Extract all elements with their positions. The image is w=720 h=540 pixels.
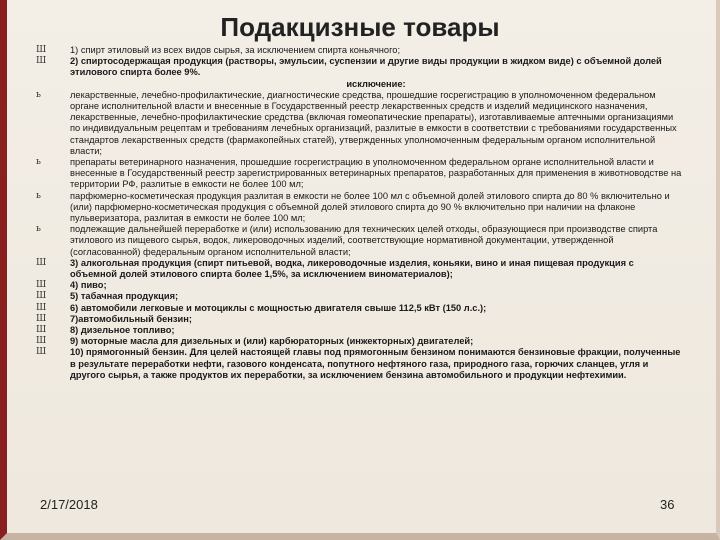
list-item: [36, 45, 682, 56]
bullet-marker: Ш: [36, 45, 47, 55]
list-item-text: препараты ветеринарного назначения, прошедшие госрегистрацию в уполномоченном федеральном органе исполнительной власти и внесенные в Государственный реестр зарегистрированных ветеринарных препаратов, разработанных для применения в животноводстве на территории РФ, разлитые в емкости не более 100 мл;: [70, 157, 682, 190]
list-item: [36, 314, 682, 325]
list-item-text: 7)автомобильный бензин;: [70, 313, 192, 324]
list-item: [36, 347, 682, 381]
list-item-text: 10) прямогонный бензин. Для целей настоящей главы под прямогонным бензином понимаются бензиновые фракции, полученные в результате переработки нефти, газового конденсата, попутного нефтяного газа, природного газа, горючих сланцев, угля и другого сырья, а также продуктов их переработки, за исключением бензина автомобильного и продукции нефтехимии.: [70, 347, 681, 380]
slide-title: Подакцизные товары: [220, 12, 500, 42]
list-item: [36, 157, 682, 191]
list-item-text: 6) автомобили легковые и мотоциклы с мощностью двигателя свыше 112,5 кВт (150 л.с.);: [70, 302, 487, 313]
bullet-marker: Ш: [36, 280, 47, 291]
bullet-marker: Ш: [36, 313, 47, 324]
bullet-marker: ь: [36, 89, 41, 100]
bullet-marker: ь: [36, 157, 41, 168]
list-item-text: 8) дизельное топливо;: [70, 325, 175, 336]
bullet-marker: Ш: [36, 347, 47, 358]
bullet-marker: ь: [36, 190, 41, 201]
bullet-marker: Ш: [36, 257, 47, 268]
list-item-text: парфюмерно-косметическая продукция разлитая в емкости не более 100 мл с объемной долей этилового спирта до 80 % включительно и (или) парфюмерно-косметическая продукция с объемной долей этилового спирта до 90 % включительно при наличии на флаконе пульверизатора, разлитая в емкости не более 100 мл;: [70, 190, 670, 224]
list-item-text: подлежащие дальнейшей переработке и (или) использованию для технических целей отходы, образующиеся при производстве спирта этилового из пищевого сырья, водок, ликероводочных изделий, соответствующие нормативной документации, утвержденной (согласованной) федеральным органом исполнительной власти;: [70, 224, 658, 257]
list-item: [36, 191, 682, 225]
list-item-text: 3) алкогольная продукция (спирт питьевой, водка, ликероводочные изделия, коньяки, вино и иная пищевая продукция с объемной долей этилового спирта более 1,5%, за исключением виноматериалов);: [70, 257, 634, 280]
bullet-marker: ь: [36, 224, 41, 235]
list-item: [36, 325, 682, 336]
list-item-text: 1) спирт этиловый из всех видов сырья, за исключением спирта коньячного;: [70, 45, 401, 55]
list-item: [36, 280, 682, 291]
exception-heading: исключение:: [346, 78, 406, 89]
list-item: [36, 291, 682, 302]
list-item-text: 4) пиво;: [70, 280, 107, 291]
bullet-marker: Ш: [36, 325, 47, 336]
bullet-marker: Ш: [36, 336, 47, 347]
list-item: [36, 56, 682, 78]
excise-goods-list: [36, 45, 682, 381]
list-item: [36, 336, 682, 347]
list-item: [36, 303, 682, 314]
bullet-marker: Ш: [36, 291, 47, 302]
list-item-text: 5) табачная продукция;: [70, 291, 179, 302]
bullet-marker: Ш: [36, 56, 47, 67]
list-item-text: 9) моторные масла для дизельных и (или) карбюраторных (инжекторных) двигателей;: [70, 336, 474, 347]
slide-date: 2/17/2018: [40, 497, 98, 512]
list-item: [36, 90, 682, 157]
list-item: [36, 224, 682, 258]
list-item-text: 2) спиртосодержащая продукция (растворы, эмульсии, суспензии и другие виды продукции в жидком виде) с объемной долей этилового спирта более 9%.: [70, 56, 662, 78]
list-item: [36, 258, 682, 280]
slide-page-number: 36: [660, 497, 675, 512]
bullet-marker: Ш: [36, 302, 47, 313]
list-item-text: лекарственные, лечебно-профилактические, диагностические средства, прошедшие госрегистрацию в уполномоченном федеральном органе исполнительной власти и внесенные в Государственный реестр лекарственных средств и изделий медицинского назначения, лекарственные, лечебно-профилактические средства (включая гомеопатические препараты), изготавливаемые аптечными организациями по индивидуальным рецептам и требованиям лечебных организаций, разлитые в емкости в соответствии с требованиями государственных стандартов лекарственных средств (фармакопейных статей), утвержденных уполномоченным федеральным органом исполнительной власти;: [70, 89, 677, 156]
